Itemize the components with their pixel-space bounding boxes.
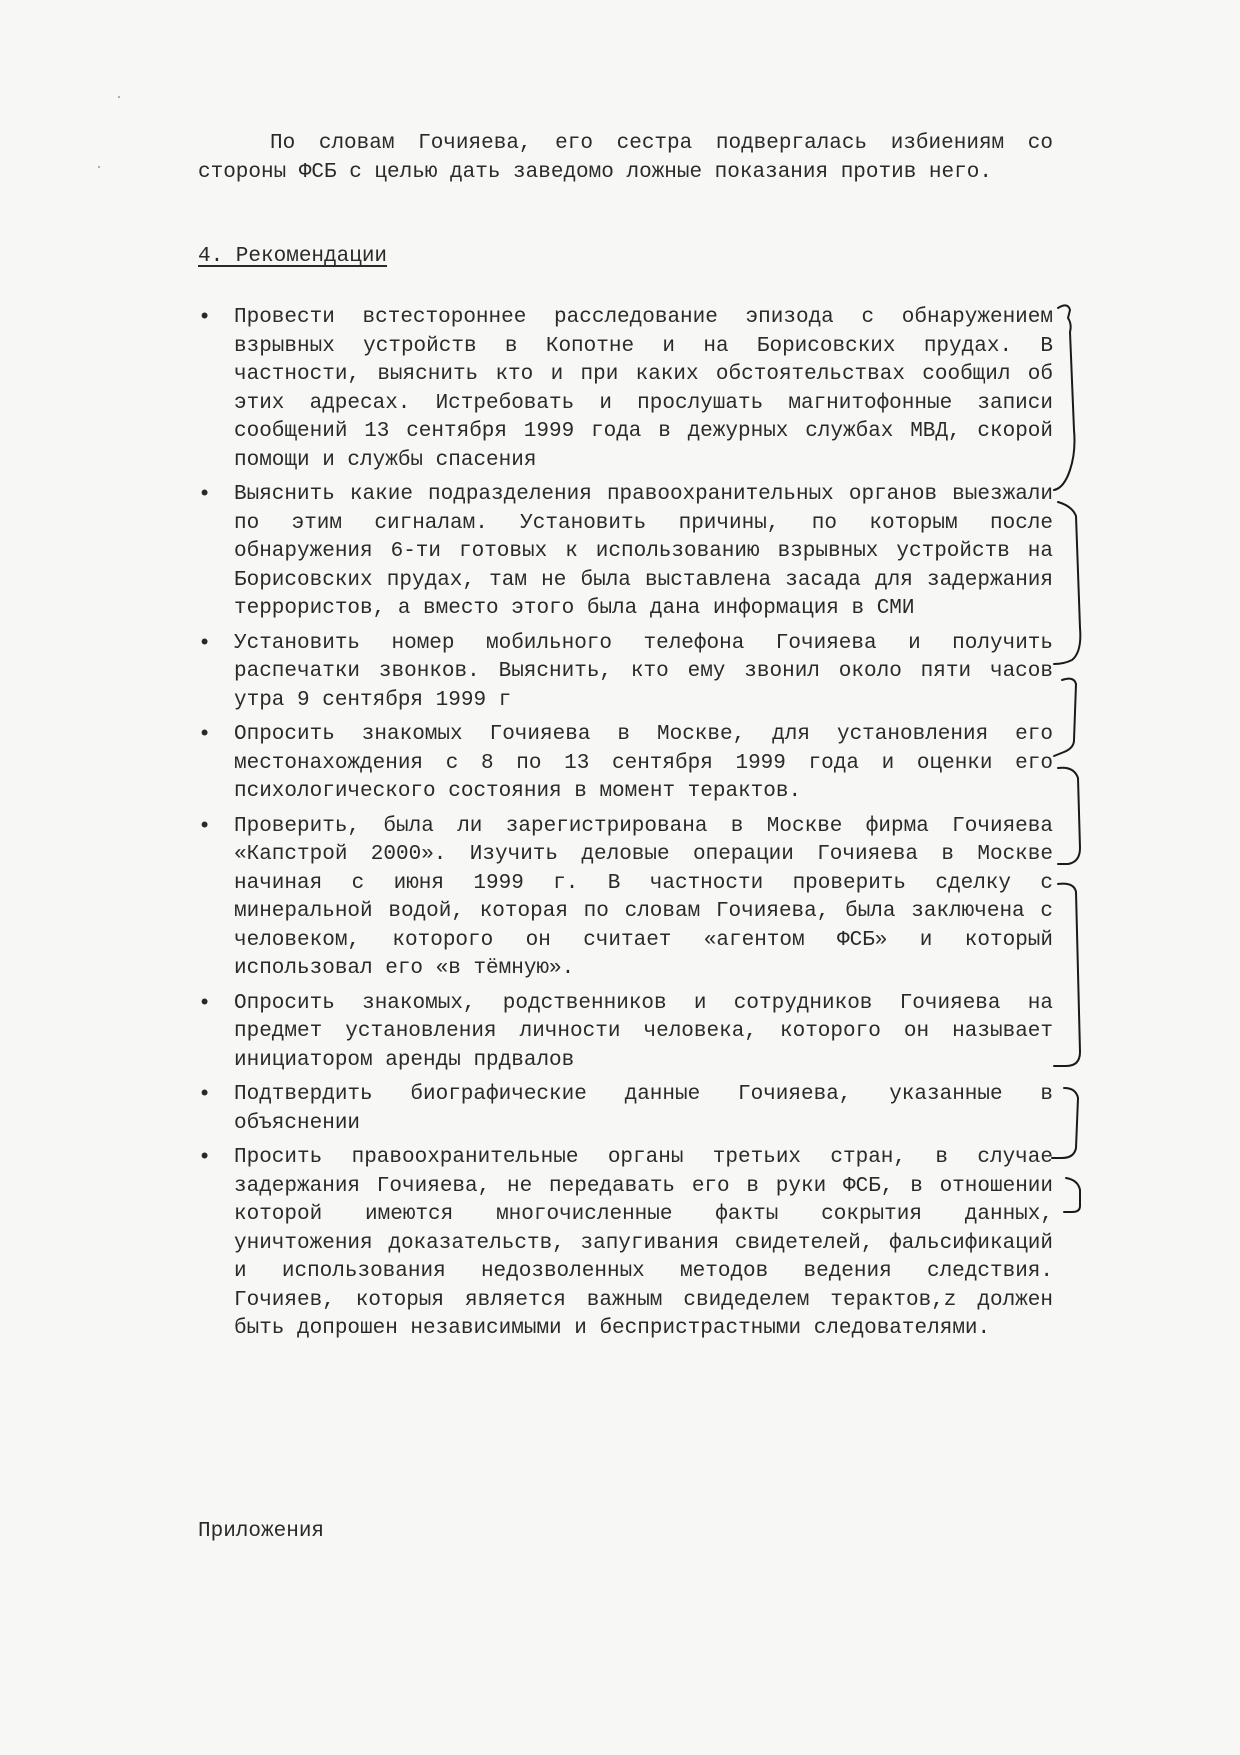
list-item-text: Опросить знакомых Гочияева в Москве, для установления его местонахождения с 8 по 13 сентября 1999 года и оценки его психологического состояния в момент терактов. bbox=[234, 723, 1053, 803]
scan-speck bbox=[118, 96, 120, 98]
list-item-text: Установить номер мобильного телефона Гочияева и получить распечатки звонков. Выяснить, кто ему звонил около пяти часов утра 9 сентября 1999 г bbox=[234, 631, 1053, 712]
list-item-text: Проверить, была ли зарегистрирована в Москве фирма Гочияева «Капстрой 2000». Изучить деловые операции Гочияева в Москве начиная с июня 1999 г. В частности проверить сделку с минеральной водой, которая по словам Гочияева, была заключена с человеком, которого он считает «агентом ФСБ» и который использовал его «в тёмную». bbox=[234, 814, 1053, 980]
list-item bbox=[198, 813, 1053, 984]
bullet-icon: • bbox=[198, 1145, 212, 1170]
list-item-text: Провести встестороннее расследование эпизода с обнаружением взрывных устройств в Копотне и на Борисовских прудах. В частности, выяснить кто и при каких обстоятельствах сообщил об этих адресах. Истребовать и прослушать магнитофонные записи сообщений 13 сентября 1999 года в дежурных службах МВД, скорой помощи и службы спасения bbox=[234, 306, 1053, 472]
bracket-mark bbox=[1064, 1178, 1080, 1212]
list-item bbox=[198, 630, 1053, 716]
bullet-icon: • bbox=[198, 305, 212, 330]
appendix-label: Приложения bbox=[198, 1520, 325, 1543]
section-heading: 4. Рекомендации bbox=[198, 245, 388, 268]
bullet-icon: • bbox=[198, 630, 212, 656]
bracket-mark bbox=[1054, 884, 1080, 1066]
intro-paragraph: По словам Гочияева, его сестра подвергалась избиениям со стороны ФСБ с целью дать заведомо ложные показания против него. bbox=[198, 132, 1053, 184]
bracket-mark bbox=[1054, 305, 1075, 490]
list-item bbox=[198, 481, 1053, 624]
bracket-mark bbox=[1054, 679, 1076, 756]
bracket-mark bbox=[1052, 1088, 1078, 1158]
list-item bbox=[198, 721, 1053, 807]
list-item bbox=[198, 990, 1053, 1076]
bullet-icon: • bbox=[198, 722, 212, 747]
list-item-text: Опросить знакомых, родственников и сотрудников Гочияева на предмет установления личности человека, которого он называет инициатором аренды прдвалов bbox=[234, 991, 1053, 1072]
list-item-text: Просить правоохранительные органы третьих стран, в случае задержания Гочияева, не передавать его в руки ФСБ, в отношении которой имеются многочисленные факты сокрытия данных, уничтожения доказательств, запугивания свидетелей, фальсификаций и использования недозволенных методов ведения следствия. Гочияев, которыя является важным свидеделем терактов,z должен быть допрошен независимыми и беспристрастными следователями. bbox=[234, 1146, 1053, 1340]
bracket-mark bbox=[1058, 768, 1080, 864]
bracket-mark bbox=[1054, 502, 1080, 664]
list-item bbox=[198, 1144, 1053, 1344]
list-item-text: Выяснить какие подразделения правоохранительных органов выезжали по этим сигналам. Установить причины, по которым после обнаружения 6-ти готовых к использованию взрывных устройств на Борисовских прудах, там не была выставлена засада для задержания террористов, а вместо этого была дана информация в СМИ bbox=[234, 483, 1053, 620]
list-item bbox=[198, 1081, 1053, 1138]
recommendations-list bbox=[198, 304, 1053, 1350]
scan-speck bbox=[98, 166, 100, 168]
list-item-text: Подтвердить биографические данные Гочияева, указанные в объяснении bbox=[234, 1083, 1053, 1135]
bullet-icon: • bbox=[198, 990, 212, 1016]
bullet-icon: • bbox=[198, 813, 212, 839]
bullet-icon: • bbox=[198, 1082, 212, 1107]
list-item bbox=[198, 304, 1053, 475]
bullet-icon: • bbox=[198, 482, 212, 507]
